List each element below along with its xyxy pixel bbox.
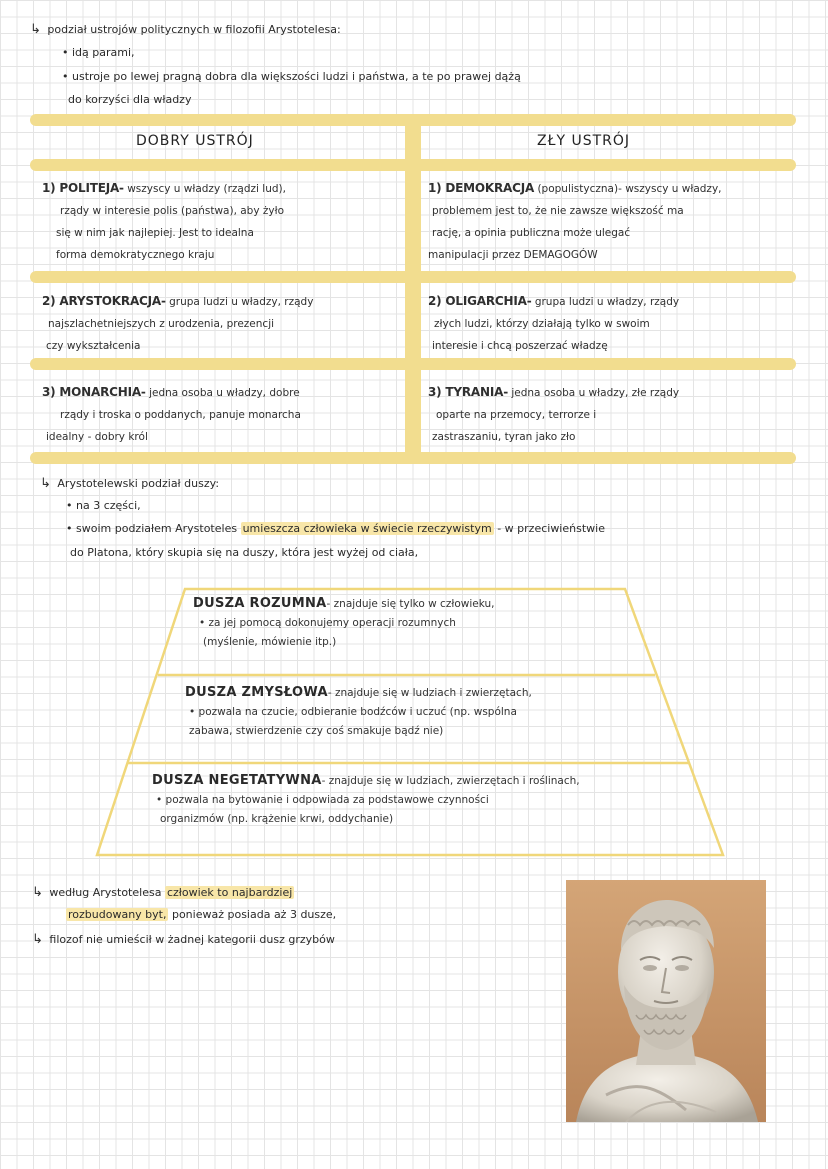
soul-bullet-1	[66, 499, 141, 512]
conclusion-line-2	[66, 908, 336, 921]
highlighted-text: umieszcza człowieka w świecie rzeczywistym	[242, 522, 492, 535]
soul-bullet-text: na 3 części,	[76, 499, 141, 512]
cell-line: grupa ludzi u władzy, rządy	[534, 296, 680, 308]
intro-bullet-text: do korzyści dla władzy	[68, 93, 192, 106]
pyramid-tier-text: - znajduje się w ludziach, zwierzętach i roślinach,	[321, 775, 580, 787]
conclusion-line-3	[32, 932, 335, 948]
cell-line: forma demokratycznego kraju	[56, 249, 215, 261]
cell-line: jedna osoba u władzy, dobre	[149, 387, 300, 399]
soul-heading-line	[40, 476, 219, 492]
cell-tyrania	[428, 381, 798, 448]
cell-demokracja	[428, 177, 798, 266]
pyramid-tier-text: • pozwala na bytowanie i odpowiada za podstawowe czynności	[156, 794, 489, 806]
cell-monarchia	[42, 381, 402, 448]
cell-title: 2) ARYSTOKRACJA-	[42, 294, 166, 308]
cell-line: manipulacji przez DEMAGOGÓW	[428, 249, 598, 261]
cell-line: problemem jest to, że nie zawsze większość ma	[432, 205, 684, 217]
cell-line: wszyscy u władzy (rządzi lud),	[127, 183, 286, 195]
conclusion-text: ponieważ posiada aż 3 dusze,	[171, 908, 337, 921]
cell-politeja	[42, 177, 402, 266]
cell-line: rację, a opinia publiczna może ulegać	[432, 227, 631, 239]
cell-line: (populistyczna)- wszyscy u władzy,	[537, 183, 722, 195]
intro-bullet-1	[62, 46, 135, 59]
arrow-icon: ↳	[40, 476, 51, 491]
header-bad: ZŁY USTRÓJ	[537, 133, 631, 149]
soul-bullet-2	[66, 522, 605, 535]
intro-heading: podział ustrojów politycznych w filozofii Arystotelesa:	[47, 23, 341, 36]
bullet-icon: •	[66, 522, 73, 535]
intro-bullet-text: ustroje po lewej pragną dobra dla większości ludzi i państwa, a te po prawej dążą	[72, 70, 521, 83]
soul-bullet-text: - w przeciwieństwie	[497, 522, 605, 535]
pyramid-tier-text: zabawa, stwierdzenie czy coś smakuje bądź nie)	[189, 725, 444, 737]
intro-heading-line	[30, 22, 341, 38]
arrow-icon: ↳	[30, 22, 41, 37]
cell-arystokracja	[42, 290, 402, 357]
cell-line: się w nim jak najlepiej. Jest to idealna	[56, 227, 254, 239]
cell-title: 3) TYRANIA-	[428, 385, 508, 399]
pyramid-tier-text: (myślenie, mówienie itp.)	[203, 636, 337, 648]
cell-line: zastraszaniu, tyran jako zło	[432, 431, 576, 443]
cell-line: złych ludzi, którzy działają tylko w swoim	[434, 318, 650, 330]
pyramid-tier-text: - znajduje się w ludziach i zwierzętach,	[327, 687, 532, 699]
cell-line: czy wykształcenia	[46, 340, 141, 352]
bust-illustration	[566, 880, 766, 1122]
cell-line: interesie i chcą poszerzać władzę	[432, 340, 608, 352]
pyramid-tier-text: - znajduje się tylko w człowieku,	[326, 598, 495, 610]
cell-line: oparte na przemocy, terrorze i	[436, 409, 597, 421]
arrow-icon: ↳	[32, 932, 43, 947]
bullet-icon: •	[66, 499, 73, 512]
table-band-divider	[405, 114, 421, 464]
cell-line: idealny - dobry król	[46, 431, 148, 443]
pyramid-tier-text: • pozwala na czucie, odbieranie bodźców i uczuć (np. wspólna	[189, 706, 517, 718]
pyramid-tier-zmyslowa	[185, 684, 665, 741]
soul-bullet-text: do Platona, który skupia się na duszy, która jest wyżej od ciała,	[70, 546, 419, 559]
intro-bullet-2	[62, 70, 521, 83]
highlighted-text: człowiek to najbardziej	[166, 886, 293, 899]
intro-bullet-2-cont	[68, 93, 191, 106]
cell-line: grupa ludzi u władzy, rządy	[169, 296, 314, 308]
pyramid-tier-rozumna	[193, 595, 633, 652]
cell-oligarchia	[428, 290, 798, 357]
header-good: DOBRY USTRÓJ	[136, 133, 254, 149]
cell-title: 3) MONARCHIA-	[42, 385, 146, 399]
bullet-icon: •	[62, 46, 69, 59]
pyramid-tier-title: DUSZA ZMYSŁOWA	[185, 685, 328, 700]
cell-title: 1) DEMOKRACJA	[428, 181, 535, 195]
soul-bullet-text: swoim podziałem Arystoteles	[76, 522, 238, 535]
conclusion-text: według Arystotelesa	[49, 886, 162, 899]
cell-line: jedna osoba u władzy, złe rządy	[511, 387, 680, 399]
intro-bullet-text: idą parami,	[72, 46, 135, 59]
pyramid-tier-title: DUSZA NEGETATYWNA	[152, 773, 322, 788]
pyramid-tier-negetatywna	[152, 772, 712, 829]
conclusion-text: filozof nie umieścił w żadnej kategorii dusz grzybów	[49, 933, 335, 946]
pyramid-tier-text: • za jej pomocą dokonujemy operacji rozumnych	[199, 617, 456, 629]
cell-title: 1) POLITEJA-	[42, 181, 124, 195]
conclusion-line-1	[32, 885, 294, 901]
highlighted-text: rozbudowany byt,	[68, 908, 167, 921]
soul-line-3	[70, 546, 418, 559]
cell-title: 2) OLIGARCHIA-	[428, 294, 532, 308]
cell-line: rządy w interesie polis (państwa), aby żyło	[60, 205, 285, 217]
cell-line: najszlachetniejszych z urodzenia, prezencji	[48, 318, 275, 330]
aristotle-bust-image	[566, 880, 766, 1122]
arrow-icon: ↳	[32, 885, 43, 900]
cell-line: rządy i troska o poddanych, panuje monarcha	[60, 409, 301, 421]
bullet-icon: •	[62, 70, 69, 83]
pyramid-tier-text: organizmów (np. krążenie krwi, oddychanie)	[160, 813, 394, 825]
pyramid-tier-title: DUSZA ROZUMNA	[193, 596, 327, 611]
soul-heading: Arystotelewski podział duszy:	[57, 477, 220, 490]
